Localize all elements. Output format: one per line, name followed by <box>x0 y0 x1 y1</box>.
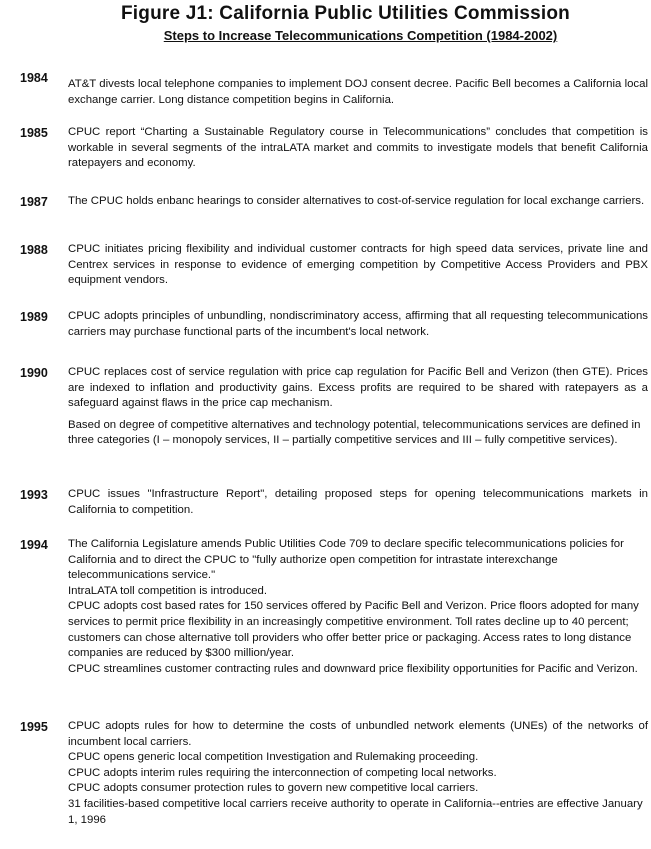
entry-paragraph: 31 facilities-based competitive local carriers receive authority to operate in California--entries are effective January 1, 1996 <box>68 797 643 826</box>
entry-paragraph: CPUC adopts consumer protection rules to govern new competitive local carriers. <box>68 782 479 795</box>
entry-paragraph: The California Legislature amends Public Utilities Code 709 to declare specific telecommunications policies for California and to direct the CPUC to "fully authorize open competition for intrastate interexchange telecommunications service." <box>68 538 624 582</box>
entry-year: 1993 <box>20 488 48 502</box>
entry-text <box>68 365 648 449</box>
entry-paragraph: CPUC adopts rules for how to determine the costs of unbundled network elements (UNEs) of the networks of incumbent local carriers. <box>68 720 648 748</box>
entry-year: 1994 <box>20 538 48 552</box>
entry-text <box>68 309 648 340</box>
entry-paragraph: CPUC adopts cost based rates for 150 services offered by Pacific Bell and Verizon. Price floors adopted for many services to permit price flexibility in an increasingly competitive environment. Toll rates decline up to 40 percent; customers can chose alternative toll providers who offer better price or packaging. Access rates to long distance companies are reduced by $300 million/year. <box>68 600 639 660</box>
entry-paragraph: CPUC replaces cost of service regulation with price cap regulation for Pacific Bell and Verizon (then GTE). Prices are indexed to inflation and productivity gains. Excess profits are required to be shared with ratepayers as a safeguard against flaws in the price cap mechanism. <box>68 366 648 410</box>
entry-text <box>68 537 648 677</box>
entry-text <box>68 487 648 518</box>
entry-paragraph: CPUC issues "Infrastructure Report", detailing proposed steps for opening telecommunications markets in California to competition. <box>68 488 648 516</box>
entry-paragraph: CPUC report “Charting a Sustainable Regulatory course in Telecommunications” concludes that competition is workable in several segments of the intraLATA market and commits to investigate models that benefit California ratepayers and economy. <box>68 126 648 170</box>
figure-title: Figure J1: California Public Utilities Commission <box>121 3 570 24</box>
entry-year: 1987 <box>20 195 48 209</box>
entry-year: 1995 <box>20 720 48 734</box>
entry-paragraph: CPUC adopts principles of unbundling, nondiscriminatory access, affirming that all requesting telecommunications carriers may purchase functional parts of the incumbent's local network. <box>68 310 648 338</box>
figure-subtitle: Steps to Increase Telecommunications Competition (1984-2002) <box>163 28 558 43</box>
entry-paragraph: CPUC initiates pricing flexibility and individual customer contracts for high speed data services, private line and Centrex services in response to evidence of emerging competition by Competitive Access Providers and PBX equipment vendors. <box>68 243 648 287</box>
entry-text <box>68 77 648 108</box>
entry-paragraph: IntraLATA toll competition is introduced. <box>68 584 268 597</box>
entry-text <box>68 194 648 210</box>
entry-year: 1985 <box>20 126 48 140</box>
entry-text <box>68 242 648 289</box>
entry-year: 1990 <box>20 366 48 380</box>
entry-year: 1988 <box>20 243 48 257</box>
entry-paragraph: Based on degree of competitive alternatives and technology potential, telecommunications services are defined in three categories (I – monopoly services, II – partially competitive services and III – fully competitive services). <box>68 418 641 447</box>
entry-paragraph: CPUC streamlines customer contracting rules and downward price flexibility opportunities for Pacific and Verizon. <box>68 662 638 675</box>
entry-text <box>68 719 648 828</box>
entry-paragraph: CPUC opens generic local competition Investigation and Rulemaking proceeding. <box>68 751 479 764</box>
entry-text <box>68 125 648 172</box>
entry-year: 1989 <box>20 310 48 324</box>
entry-paragraph: AT&T divests local telephone companies to implement DOJ consent decree. Pacific Bell becomes a California local exchange carrier. Long distance competition begins in California. <box>68 78 648 106</box>
entry-paragraph: CPUC adopts interim rules requiring the interconnection of competing local networks. <box>68 766 497 779</box>
entry-paragraph: The CPUC holds enbanc hearings to consider alternatives to cost-of-service regulation for local exchange carriers. <box>68 195 645 207</box>
entry-year: 1984 <box>20 71 48 85</box>
